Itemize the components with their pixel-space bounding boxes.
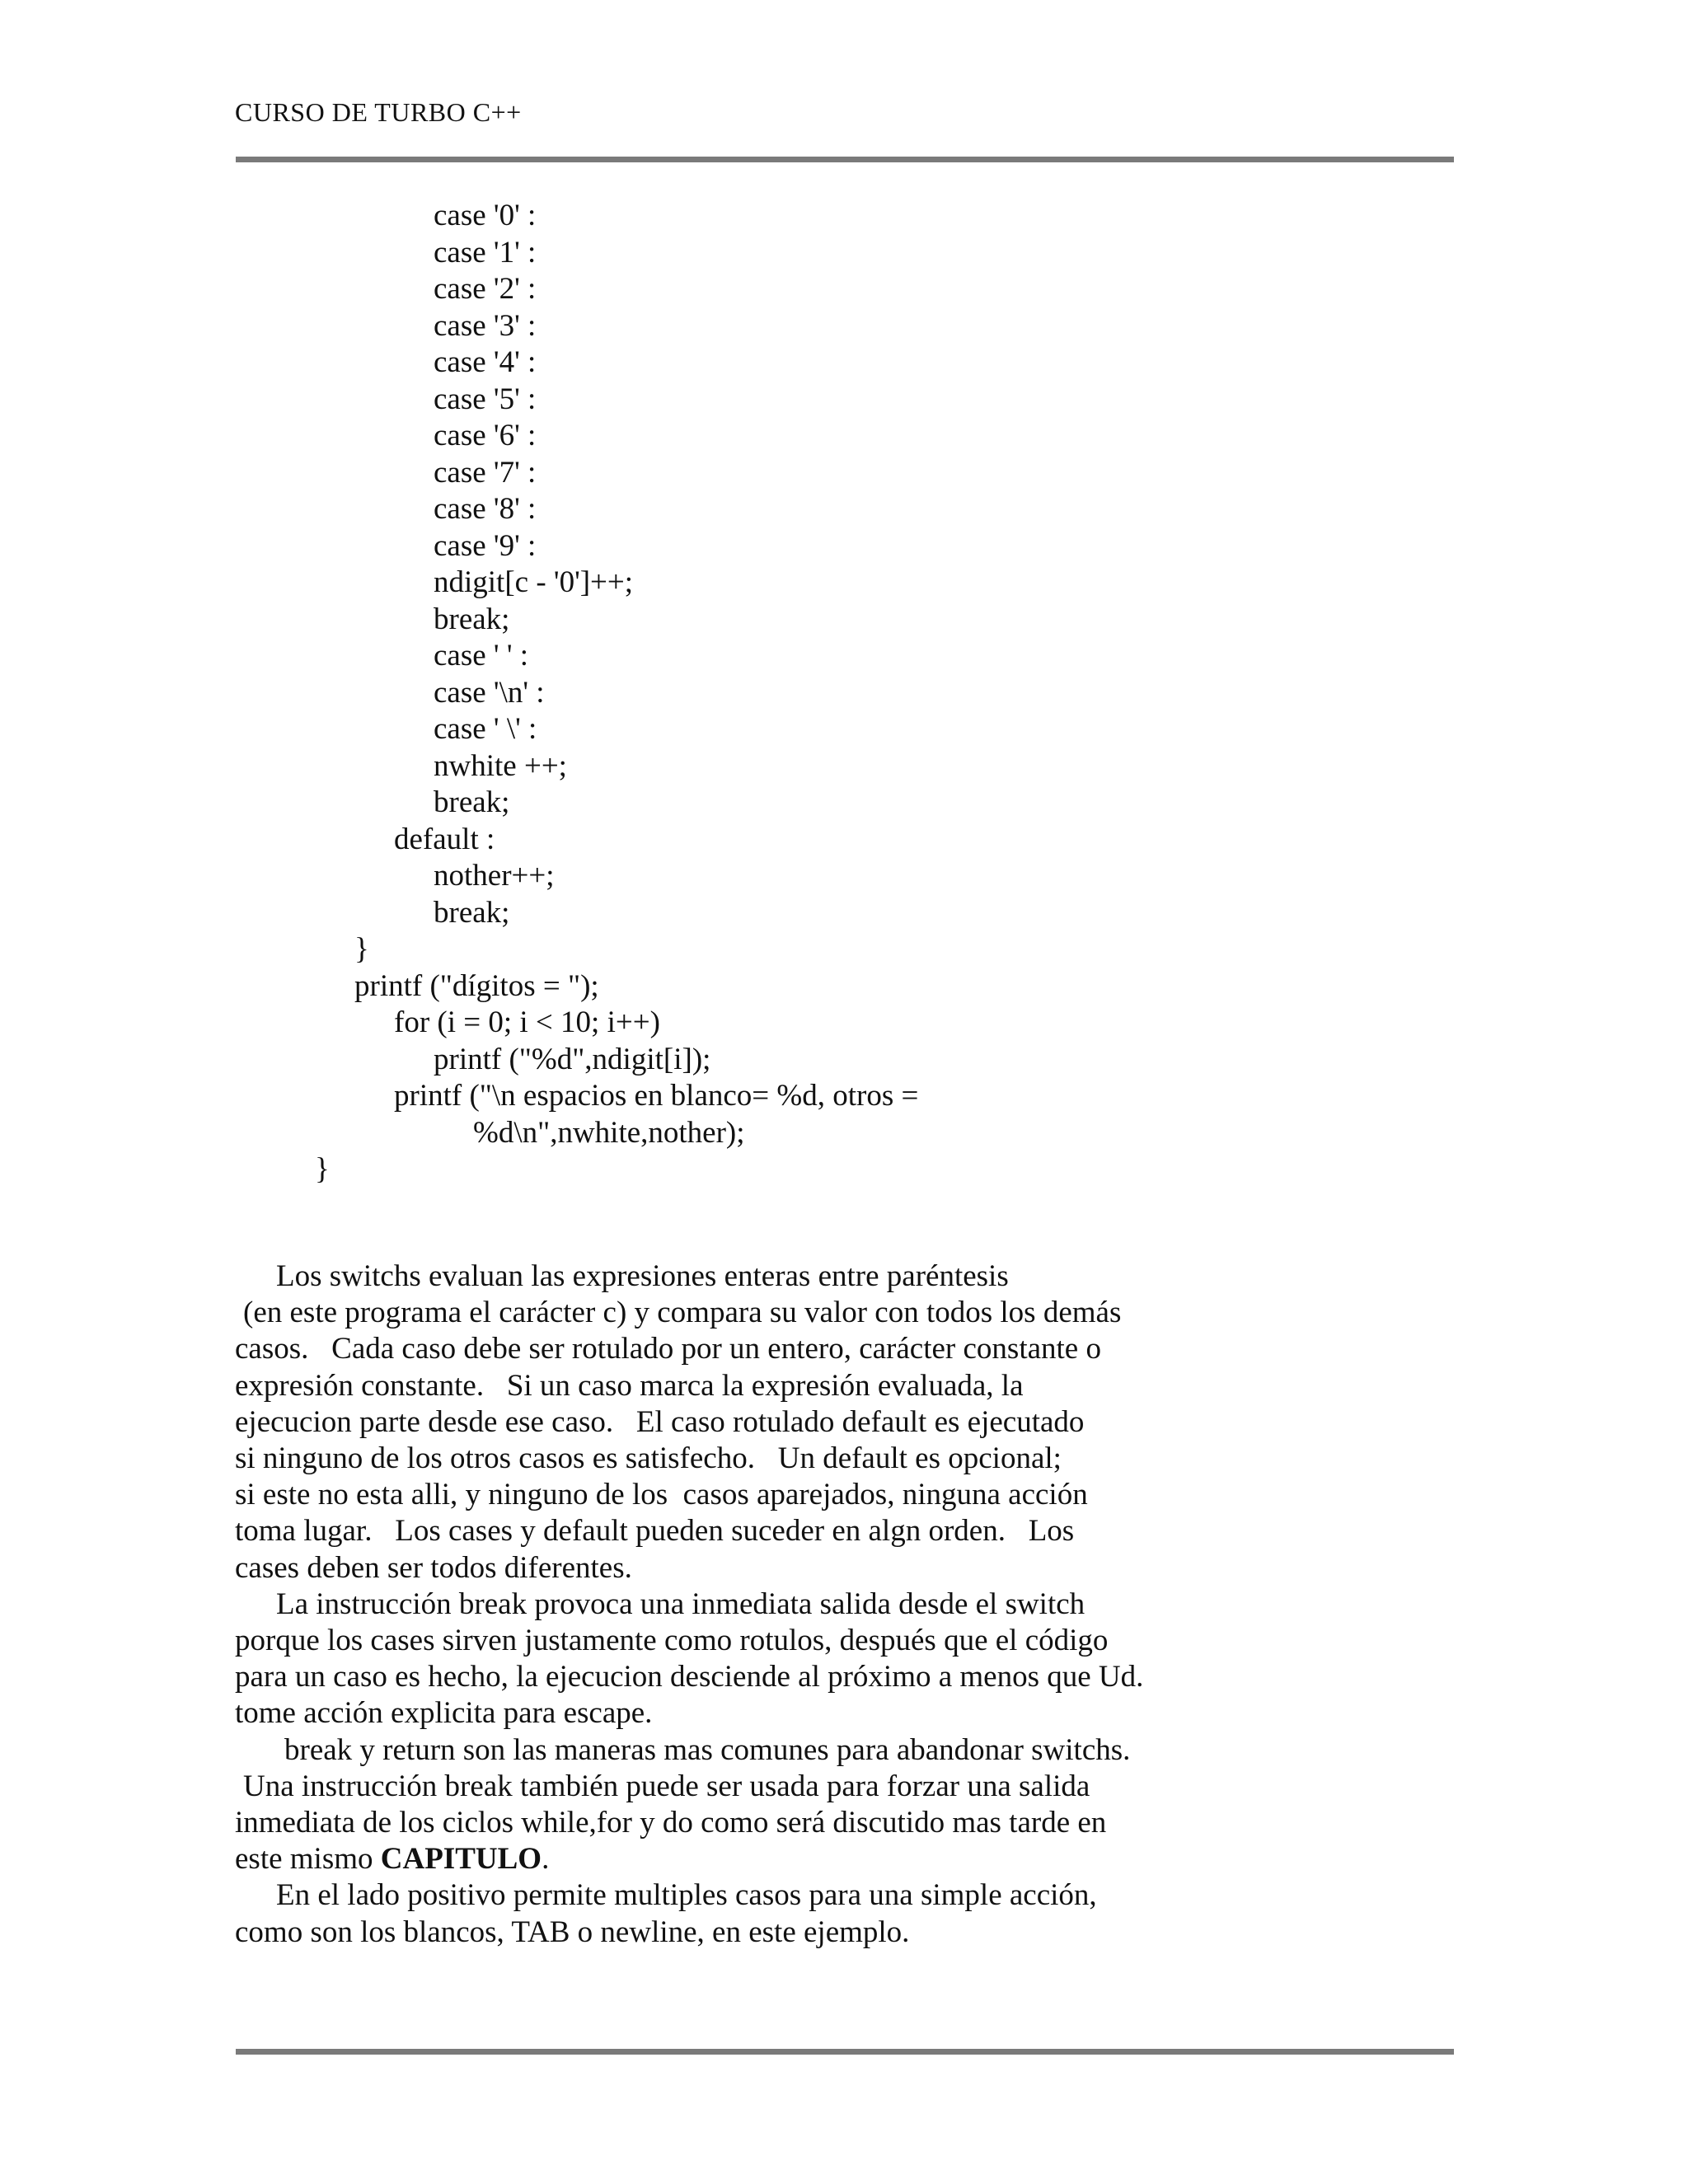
code-line: case '3' :: [434, 308, 537, 343]
code-line: break;: [434, 785, 510, 819]
body-text-segment: este mismo: [235, 1842, 381, 1877]
body-text-segment: En el lado positivo permite multiples casos para una simple acción,: [276, 1878, 1097, 1913]
chapter-emphasis: CAPITULO: [380, 1842, 542, 1877]
code-line: case '9' :: [434, 528, 537, 563]
body-text-line: [235, 1623, 1108, 1659]
body-text-line: [276, 1586, 1085, 1623]
body-text-line: [243, 1295, 1121, 1331]
body-text-segment: para un caso es hecho, la ejecucion desciende al próximo a menos que Ud.: [235, 1660, 1144, 1694]
header-rule: [236, 157, 1454, 162]
code-line: }: [315, 1152, 330, 1186]
body-text-segment: ejecucion parte desde ese caso. El caso rotulado default es ejecutado: [235, 1404, 1085, 1439]
body-text-line: [235, 1550, 632, 1586]
body-text-line: [284, 1732, 1130, 1769]
body-text-segment: inmediata de los ciclos while,for y do como será discutido mas tarde en: [235, 1806, 1107, 1840]
body-text-segment: (en este programa el carácter c) y compara su valor con todos los demás: [243, 1296, 1122, 1330]
code-line: printf ("%d",ndigit[i]);: [434, 1042, 711, 1076]
body-text-segment: cases deben ser todos diferentes.: [235, 1550, 632, 1585]
body-text-segment: expresión constante. Si un caso marca la expresión evaluada, la: [235, 1368, 1024, 1403]
body-text-segment: break y return son las maneras mas comunes para abandonar switchs.: [284, 1732, 1131, 1767]
body-text-line: [276, 1258, 1009, 1295]
body-text-line: [235, 1331, 1101, 1367]
code-line: default :: [394, 822, 495, 856]
body-text-segment: .: [542, 1842, 550, 1877]
body-text-line: [235, 1841, 549, 1877]
body-text-segment: tome acción explicita para escape.: [235, 1696, 653, 1731]
body-text-segment: como son los blancos, TAB o newline, en este ejemplo.: [235, 1915, 910, 1949]
code-line: break;: [434, 602, 510, 636]
body-text-segment: toma lugar. Los cases y default pueden suceder en algn orden. Los: [235, 1514, 1075, 1549]
code-line: %d\n",nwhite,nother);: [473, 1115, 745, 1150]
code-line: nother++;: [434, 859, 555, 893]
body-text-line: [235, 1477, 1088, 1513]
code-line: case '0' :: [434, 199, 537, 232]
code-line: printf ("dígitos = ");: [354, 968, 599, 1003]
body-text-line: [235, 1368, 1024, 1404]
code-line: case ' \' :: [434, 712, 537, 746]
body-text-segment: porque los cases sirven justamente como rotulos, después que el código: [235, 1624, 1109, 1657]
body-text-line: [235, 1659, 1143, 1695]
body-text-line: [235, 1695, 652, 1732]
body-text-segment: si este no esta alli, y ninguno de los casos aparejados, ninguna acción: [235, 1478, 1088, 1512]
code-line: nwhite ++;: [434, 748, 567, 783]
body-text-line: [235, 1404, 1084, 1441]
code-line: break;: [434, 895, 510, 930]
footer-rule: [236, 2049, 1454, 2055]
code-line: }: [354, 932, 369, 966]
code-line: case '1' :: [434, 235, 537, 269]
body-text-line: [235, 1441, 1062, 1477]
body-text-line: [235, 1915, 909, 1951]
body-text-line: [235, 1805, 1106, 1841]
body-text-segment: Una instrucción break también puede ser usada para forzar una salida: [243, 1769, 1090, 1803]
code-line: case '6' :: [434, 419, 537, 452]
code-line: case '4' :: [434, 345, 537, 379]
body-text-segment: si ninguno de los otros casos es satisfecho. Un default es opcional;: [235, 1441, 1062, 1475]
code-line: printf ("\n espacios en blanco= %d, otros =: [394, 1079, 919, 1113]
code-line: case '2' :: [434, 272, 537, 306]
body-text-segment: La instrucción break provoca una inmediata salida desde el switch: [276, 1586, 1085, 1621]
body-text-line: [276, 1877, 1097, 1914]
code-line: for (i = 0; i < 10; i++): [394, 1005, 660, 1039]
code-line: case '\n' :: [434, 675, 545, 710]
body-text-line: [235, 1513, 1074, 1549]
code-line: case '7' :: [434, 455, 537, 490]
page-header-title: CURSO DE TURBO C++: [235, 97, 522, 127]
code-line: case ' ' :: [434, 639, 529, 673]
body-text-segment: casos. Cada caso debe ser rotulado por un entero, carácter constante o: [235, 1332, 1101, 1366]
code-line: case '5' :: [434, 382, 537, 416]
body-text-segment: Los switchs evaluan las expresiones enteras entre paréntesis: [276, 1259, 1009, 1293]
code-line: case '8' :: [434, 492, 537, 526]
body-text-line: [243, 1769, 1090, 1805]
code-line: ndigit[c - '0']++;: [434, 565, 634, 599]
